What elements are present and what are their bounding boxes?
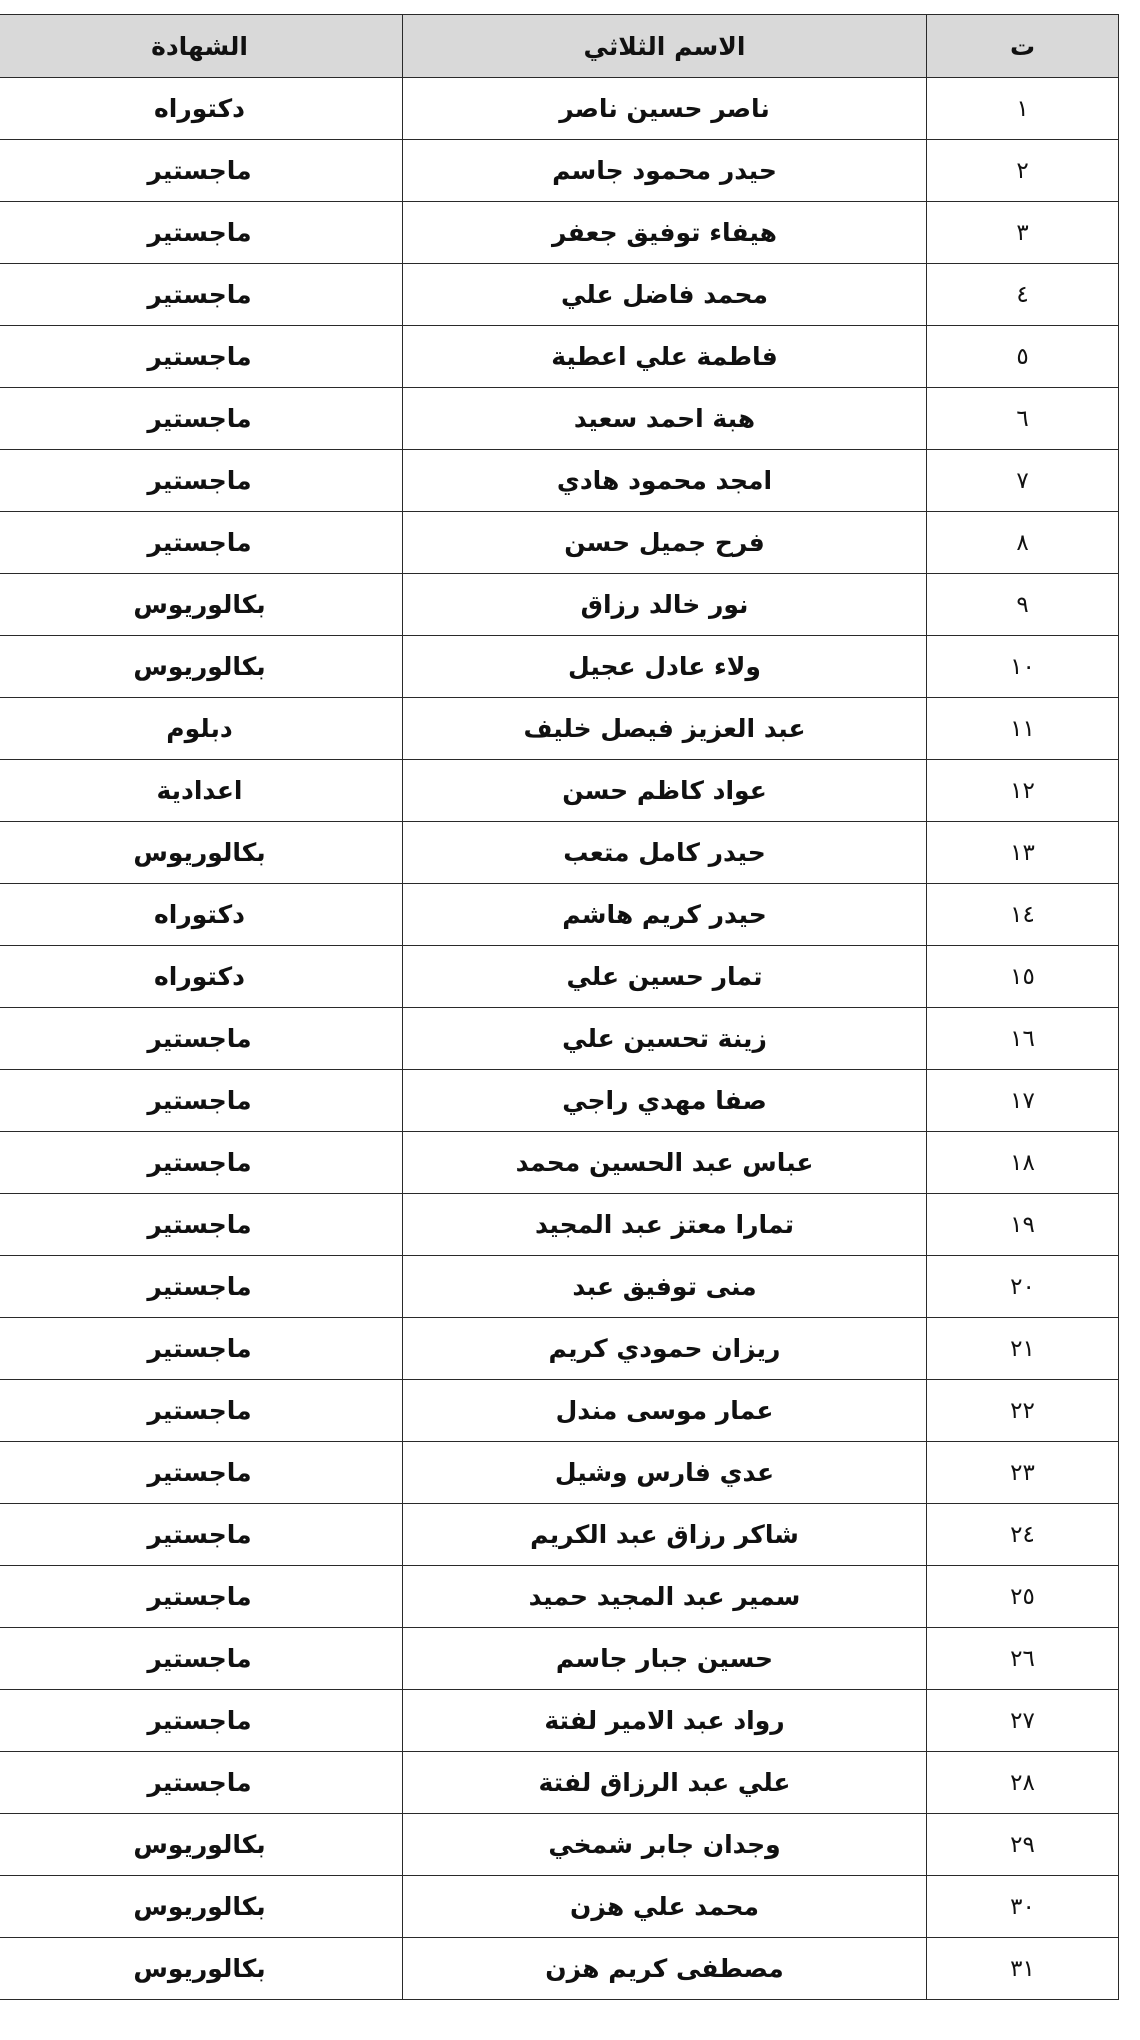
row-certificate: ماجستير	[0, 1752, 403, 1814]
row-full-name: ريزان حمودي كريم	[403, 1318, 927, 1380]
table-header	[0, 15, 1119, 78]
row-number: ٢٦	[927, 1628, 1119, 1690]
row-number: ١٥	[927, 946, 1119, 1008]
row-number: ٩	[927, 574, 1119, 636]
row-full-name: تمار حسين علي	[403, 946, 927, 1008]
row-full-name: عواد كاظم حسن	[403, 760, 927, 822]
row-full-name: حيدر كامل متعب	[403, 822, 927, 884]
row-number: ١٤	[927, 884, 1119, 946]
row-number: ١٨	[927, 1132, 1119, 1194]
row-certificate: ماجستير	[0, 1566, 403, 1628]
table-row	[0, 1938, 1119, 2000]
row-number: ٢٩	[927, 1814, 1119, 1876]
row-number: ٧	[927, 450, 1119, 512]
row-full-name: سمير عبد المجيد حميد	[403, 1566, 927, 1628]
table-row	[0, 1876, 1119, 1938]
row-number: ١١	[927, 698, 1119, 760]
row-number: ٢٢	[927, 1380, 1119, 1442]
table-row	[0, 140, 1119, 202]
row-full-name: فاطمة علي اعطية	[403, 326, 927, 388]
table-row	[0, 760, 1119, 822]
row-certificate: ماجستير	[0, 512, 403, 574]
row-number: ٨	[927, 512, 1119, 574]
row-number: ٢٣	[927, 1442, 1119, 1504]
row-number: ٤	[927, 264, 1119, 326]
row-certificate: دكتوراه	[0, 884, 403, 946]
table-row	[0, 1814, 1119, 1876]
table-row	[0, 1008, 1119, 1070]
row-certificate: ماجستير	[0, 1690, 403, 1752]
row-certificate: بكالوريوس	[0, 1814, 403, 1876]
row-number: ٢٨	[927, 1752, 1119, 1814]
table-row	[0, 78, 1119, 140]
table-row	[0, 636, 1119, 698]
row-full-name: هيفاء توفيق جعفر	[403, 202, 927, 264]
row-number: ١	[927, 78, 1119, 140]
header-number: ت	[927, 15, 1119, 78]
row-certificate: ماجستير	[0, 1256, 403, 1318]
row-number: ١٧	[927, 1070, 1119, 1132]
table-row	[0, 574, 1119, 636]
row-certificate: ماجستير	[0, 1194, 403, 1256]
row-certificate: بكالوريوس	[0, 636, 403, 698]
table-row	[0, 1318, 1119, 1380]
row-full-name: صفا مهدي راجي	[403, 1070, 927, 1132]
row-full-name: مصطفى كريم هزن	[403, 1938, 927, 2000]
row-certificate: دكتوراه	[0, 78, 403, 140]
row-number: ٦	[927, 388, 1119, 450]
row-number: ٢١	[927, 1318, 1119, 1380]
row-number: ٢٥	[927, 1566, 1119, 1628]
table-row	[0, 946, 1119, 1008]
row-number: ٢	[927, 140, 1119, 202]
row-number: ١٦	[927, 1008, 1119, 1070]
row-full-name: حسين جبار جاسم	[403, 1628, 927, 1690]
header-certificate: الشهادة	[0, 15, 403, 78]
row-certificate: ماجستير	[0, 326, 403, 388]
row-certificate: اعدادية	[0, 760, 403, 822]
row-number: ٢٤	[927, 1504, 1119, 1566]
row-full-name: شاكر رزاق عبد الكريم	[403, 1504, 927, 1566]
row-number: ١٢	[927, 760, 1119, 822]
table-row	[0, 1132, 1119, 1194]
table-row	[0, 1752, 1119, 1814]
row-number: ٢٧	[927, 1690, 1119, 1752]
table-row	[0, 1566, 1119, 1628]
row-full-name: محمد فاضل علي	[403, 264, 927, 326]
row-full-name: علي عبد الرزاق لفتة	[403, 1752, 927, 1814]
row-certificate: ماجستير	[0, 1628, 403, 1690]
header-full-name: الاسم الثلاثي	[403, 15, 927, 78]
table-row	[0, 1504, 1119, 1566]
row-certificate: ماجستير	[0, 1008, 403, 1070]
table-row	[0, 1194, 1119, 1256]
table-row	[0, 884, 1119, 946]
row-full-name: عبد العزيز فيصل خليف	[403, 698, 927, 760]
row-certificate: بكالوريوس	[0, 822, 403, 884]
row-full-name: رواد عبد الامير لفتة	[403, 1690, 927, 1752]
table-row	[0, 264, 1119, 326]
row-certificate: بكالوريوس	[0, 574, 403, 636]
table-row	[0, 1380, 1119, 1442]
row-certificate: ماجستير	[0, 1318, 403, 1380]
row-full-name: وجدان جابر شمخي	[403, 1814, 927, 1876]
header-row	[0, 15, 1119, 78]
row-number: ١٩	[927, 1194, 1119, 1256]
row-certificate: ماجستير	[0, 1442, 403, 1504]
table-row	[0, 1256, 1119, 1318]
table-row	[0, 1070, 1119, 1132]
table-body	[0, 78, 1119, 2000]
row-full-name: منى توفيق عبد	[403, 1256, 927, 1318]
row-certificate: ماجستير	[0, 1504, 403, 1566]
table-row	[0, 1690, 1119, 1752]
staff-table	[0, 14, 1119, 2000]
table-row	[0, 326, 1119, 388]
row-certificate: ماجستير	[0, 1132, 403, 1194]
row-certificate: ماجستير	[0, 1070, 403, 1132]
table-row	[0, 698, 1119, 760]
row-full-name: زينة تحسين علي	[403, 1008, 927, 1070]
row-full-name: امجد محمود هادي	[403, 450, 927, 512]
row-certificate: ماجستير	[0, 450, 403, 512]
row-number: ٢٠	[927, 1256, 1119, 1318]
row-full-name: عدي فارس وشيل	[403, 1442, 927, 1504]
table-row	[0, 822, 1119, 884]
row-full-name: هبة احمد سعيد	[403, 388, 927, 450]
row-certificate: دكتوراه	[0, 946, 403, 1008]
row-number: ٣١	[927, 1938, 1119, 2000]
row-certificate: بكالوريوس	[0, 1876, 403, 1938]
row-certificate: ماجستير	[0, 140, 403, 202]
table-row	[0, 388, 1119, 450]
row-number: ٥	[927, 326, 1119, 388]
row-certificate: ماجستير	[0, 1380, 403, 1442]
row-certificate: ماجستير	[0, 388, 403, 450]
row-full-name: حيدر كريم هاشم	[403, 884, 927, 946]
row-certificate: بكالوريوس	[0, 1938, 403, 2000]
row-full-name: نور خالد رزاق	[403, 574, 927, 636]
row-full-name: محمد علي هزن	[403, 1876, 927, 1938]
row-certificate: ماجستير	[0, 202, 403, 264]
row-full-name: تمارا معتز عبد المجيد	[403, 1194, 927, 1256]
table-row	[0, 450, 1119, 512]
row-number: ٣	[927, 202, 1119, 264]
row-full-name: عمار موسى مندل	[403, 1380, 927, 1442]
row-full-name: عباس عبد الحسين محمد	[403, 1132, 927, 1194]
row-certificate: ماجستير	[0, 264, 403, 326]
table-row	[0, 202, 1119, 264]
table-row	[0, 1442, 1119, 1504]
table-row	[0, 1628, 1119, 1690]
table-row	[0, 512, 1119, 574]
row-number: ١٠	[927, 636, 1119, 698]
row-number: ١٣	[927, 822, 1119, 884]
row-full-name: ناصر حسين ناصر	[403, 78, 927, 140]
row-full-name: فرح جميل حسن	[403, 512, 927, 574]
row-full-name: حيدر محمود جاسم	[403, 140, 927, 202]
row-full-name: ولاء عادل عجيل	[403, 636, 927, 698]
row-number: ٣٠	[927, 1876, 1119, 1938]
row-certificate: دبلوم	[0, 698, 403, 760]
